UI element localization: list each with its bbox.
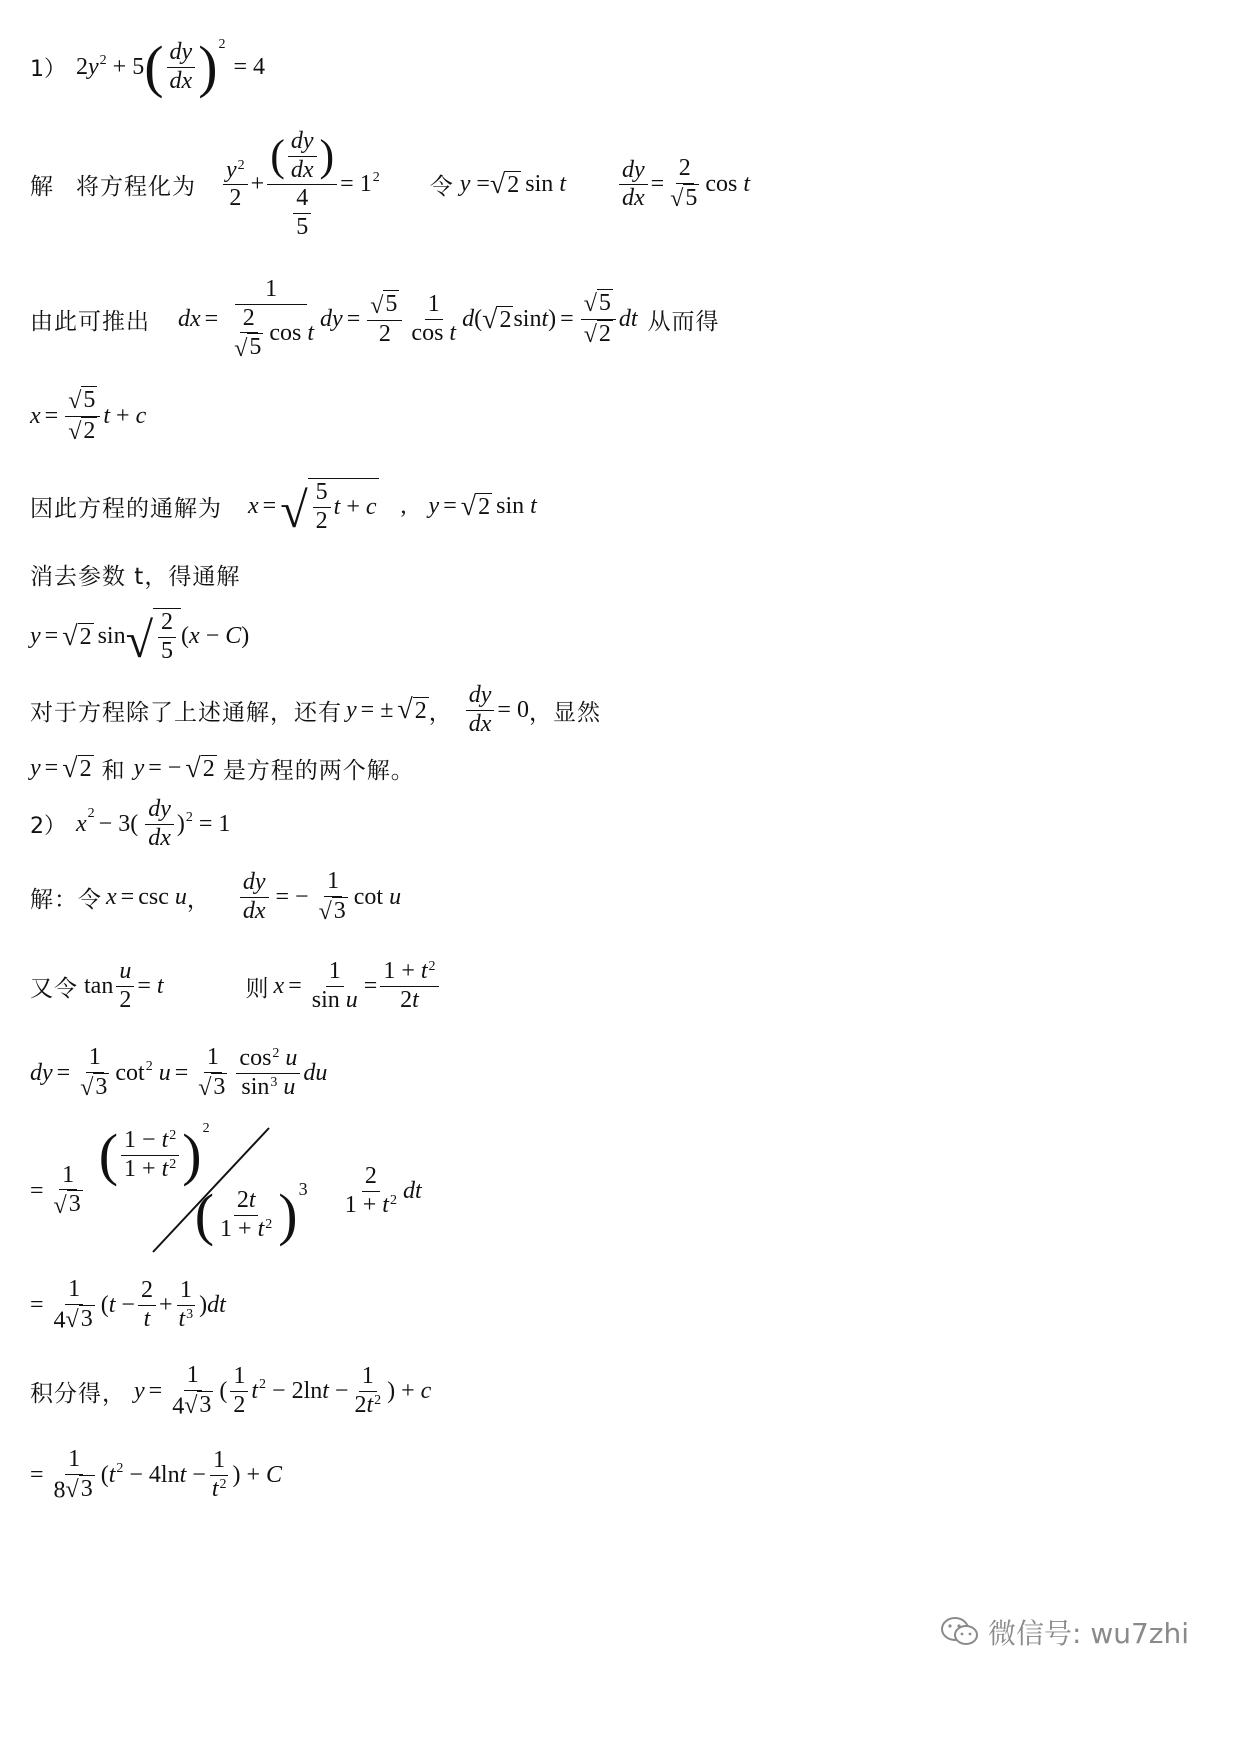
wechat-icon [940, 1615, 980, 1649]
integration-line: 积分得， y = 1 4 √ 3 ( $\frac{1}{2}$ $t^2 - 2\ln t$ − $\frac{1}{2t^2}$ ) + c [30, 1362, 432, 1419]
final-solution: = 1 8 √ 3 ($t^2 - 4\ln t$ − $\frac{1}{t^2}$ ) + C [30, 1446, 283, 1503]
problem-2-equation: 2） x 2 − 3( $\frac{dy}{dx}$ )$^2$ = 1 [30, 796, 231, 851]
x-expression: x = √ 5 √ 2 t + c [30, 387, 147, 446]
solution-label: 解 [30, 174, 54, 201]
tan-substitution-line: 又令 tan $\frac{u}{2}$ = t 则 x = $\frac{1}{\text{sin u}}$ = $\frac{1 + t^2}{2t}$ [30, 958, 442, 1014]
let-text: 令 [429, 174, 454, 201]
problem-1-label: 1） [30, 56, 66, 82]
integrate-text: 积分得， [30, 1380, 126, 1407]
general-solution-text: 因此方程的通解为 [30, 496, 222, 523]
dy-substituted: = 1 √ 3 ( $\frac{1 - t^2}{1 + t^2}$ ) 2 ( $\frac{2t}{1 + t^2}$ ) 3 $\frac{2}{1 + t^2}$ dt [30, 1126, 422, 1256]
comma: ， [428, 699, 453, 726]
transform-text: 将方程化为 [76, 174, 196, 201]
eliminate-text: 消去参数 t，得通解 [30, 564, 241, 590]
y-general-solution: y = √ 2 sin √ $\frac{2}{5}$ (x − C) [30, 609, 250, 669]
watermark [940, 1612, 1189, 1652]
dy-expression: dy = 1 √ 3 $\cot^2 u$ = 1 √ 3 $\frac{\cos^2 u}{\sin^3 u}$ du [30, 1044, 328, 1101]
dy-simplified: = 1 4 √ 3 (t − $\frac{2}{t}$ + $\frac{1}{t^3}$ )dt [30, 1276, 226, 1333]
substitution-line: 解：令 x = csc u ， $\frac{dy}{dx}$ = − 1 √ 3 cot u [30, 868, 402, 925]
derive-text: 由此可推出 [30, 309, 150, 336]
comma: ， [186, 886, 211, 913]
then-label: 则 [245, 975, 270, 1002]
watermark-text: 微信号: wu7zhi [988, 1617, 1190, 1650]
special-solution-line: 对于方程除了上述通解，还有 y = ± √ 2 ， $\frac{dy}{dx}$ = 0 ，显然 [30, 682, 601, 737]
transform-line: 解 将方程化为 $\frac{y^2}{2}$ + ( $\frac{dy}{dx}$ ) 4 5 = $1^2$ 令 y = √ 2 sin t $\frac{dy}{dx}$ = 2 √ 5 cos t [30, 128, 751, 240]
are-solutions-text: 是方程的两个解。 [222, 758, 415, 784]
obviously-text: ，显然 [528, 699, 601, 726]
and-text: 和 [101, 758, 126, 784]
sol2-text: 解：令 [30, 886, 102, 913]
then-text: 从而得 [647, 309, 720, 336]
problem-1-equation: 1） $2y^2 + 5$ ( $\frac{dy}{dx}$ ) 2 = 4 [30, 34, 266, 99]
general-solution-line: 因此方程的通解为 x = √ $\frac{5}{2}$ t + c , y = √ 2 sin t [30, 479, 537, 539]
problem-2-label: 2） [30, 813, 66, 839]
derive-line: 由此可推出 dx = 1 2 √ 5 cos t dy = √ 5 2 $\frac{1}{\text{cos t}}$ d ( √ 2 sint) = √ 5 √ 2 dt 从而得 [30, 276, 720, 362]
eliminate-line [30, 558, 240, 591]
special-text: 对于方程除了上述通解，还有 [30, 699, 342, 726]
again-let-text: 又令 [30, 975, 78, 1002]
two-solutions-line: y = √ 2 和 y = − √ 2 是方程的两个解。 [30, 752, 415, 784]
